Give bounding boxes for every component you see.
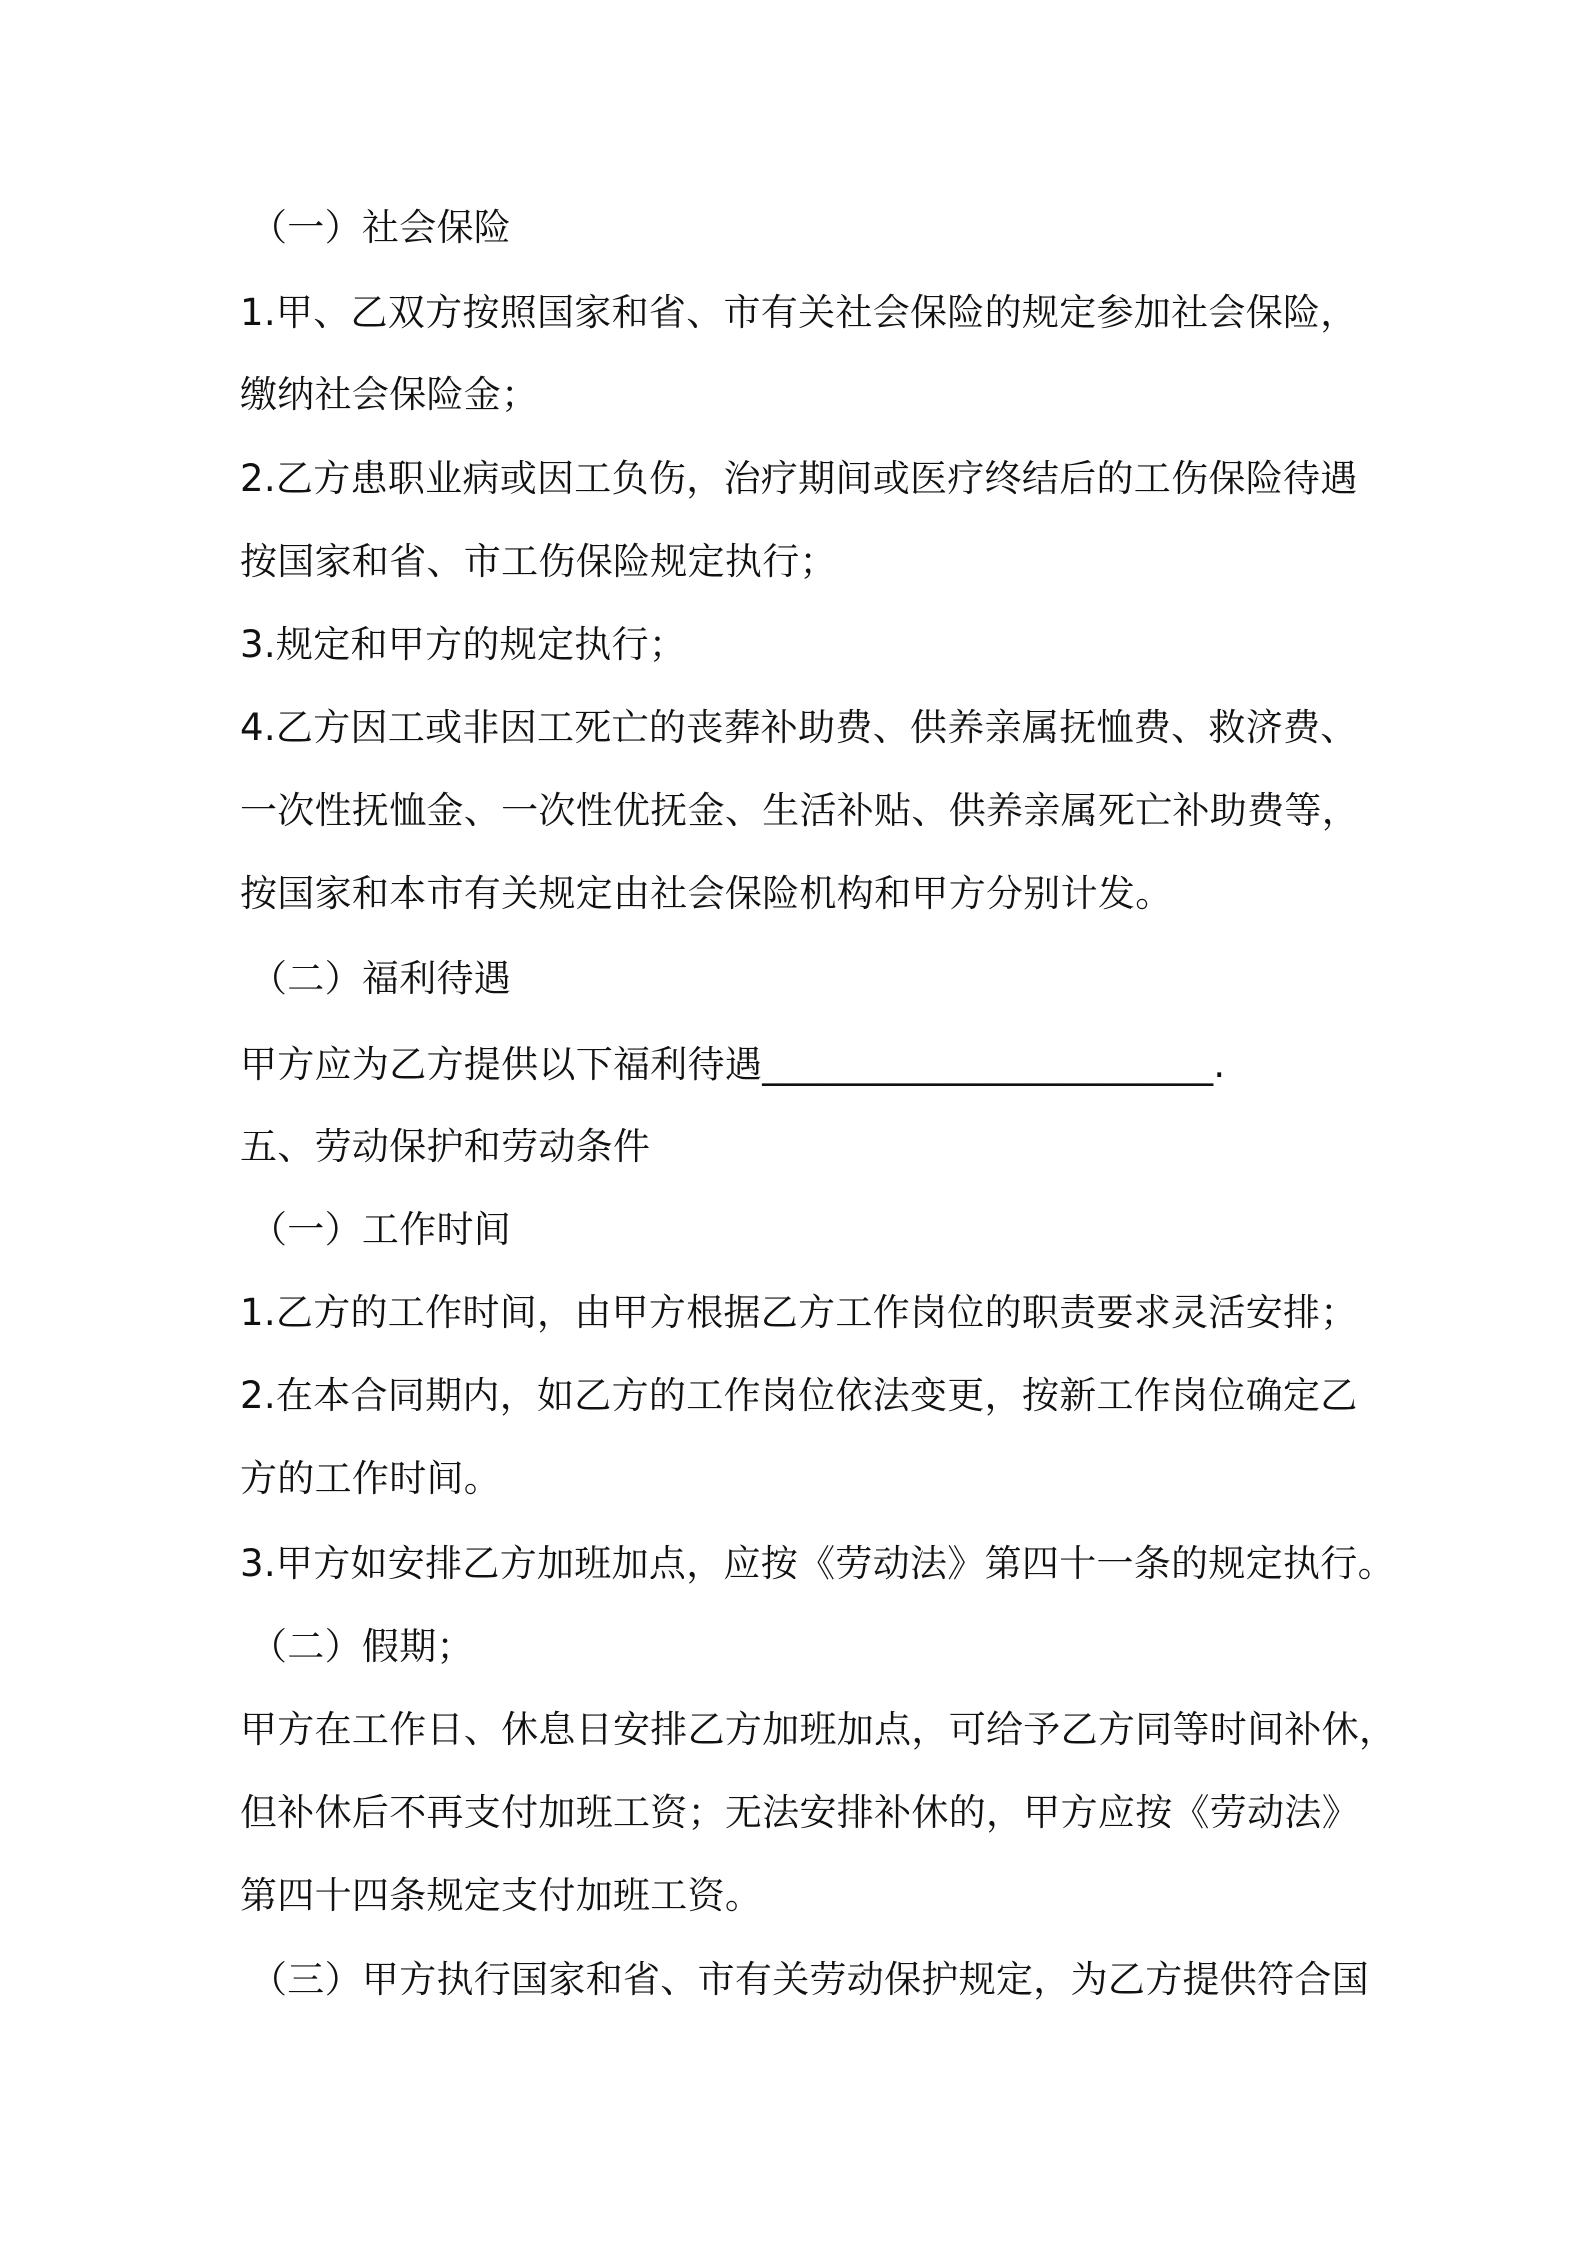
paragraph-line: 缴纳社会保险金；: [240, 373, 539, 416]
heading-working-hours: （一）工作时间: [250, 1208, 512, 1251]
heading-labor-protection-provision: （三）甲方执行国家和省、市有关劳动保护规定，为乙方提供符合国: [250, 1958, 1369, 2001]
paragraph-line: 一次性抚恤金、一次性优抚金、生活补贴、供养亲属死亡补助费等，: [240, 789, 1359, 832]
heading-social-insurance: （一）社会保险: [250, 206, 512, 249]
paragraph-line: 3.甲方如安排乙方加班加点，应按《劳动法》第四十一条的规定执行。: [240, 1542, 1395, 1585]
paragraph-line: 甲方在工作日、休息日安排乙方加班加点，可给予乙方同等时间补休，: [240, 1708, 1397, 1751]
paragraph-line: 4.乙方因工或非因工死亡的丧葬补助费、供养亲属抚恤费、救济费、: [240, 706, 1358, 749]
paragraph-line: 方的工作时间。: [240, 1457, 502, 1500]
heading-welfare: （二）福利待遇: [250, 957, 512, 1000]
paragraph-line: 按国家和省、市工伤保险规定执行；: [240, 540, 837, 583]
paragraph-line: 甲方应为乙方提供以下福利待遇________________________.: [240, 1043, 1226, 1086]
section-heading-labor-protection: 五、劳动保护和劳动条件: [240, 1125, 651, 1168]
paragraph-line: 按国家和本市有关规定由社会保险机构和甲方分别计发。: [240, 872, 1173, 915]
paragraph-line: 3.规定和甲方的规定执行；: [240, 623, 687, 666]
paragraph-line: 1.乙方的工作时间，由甲方根据乙方工作岗位的职责要求灵活安排；: [240, 1291, 1358, 1334]
paragraph-line: 但补休后不再支付加班工资；无法安排补休的，甲方应按《劳动法》: [240, 1791, 1359, 1834]
paragraph-line: 1.甲、乙双方按照国家和省、市有关社会保险的规定参加社会保险，: [240, 291, 1358, 334]
paragraph-line: 2.乙方患职业病或因工负伤，治疗期间或医疗终结后的工伤保险待遇: [240, 457, 1358, 500]
paragraph-line: 2.在本合同期内，如乙方的工作岗位依法变更，按新工作岗位确定乙: [240, 1374, 1358, 1417]
paragraph-line: 第四十四条规定支付加班工资。: [240, 1874, 763, 1917]
heading-holidays: （二）假期；: [250, 1625, 474, 1668]
